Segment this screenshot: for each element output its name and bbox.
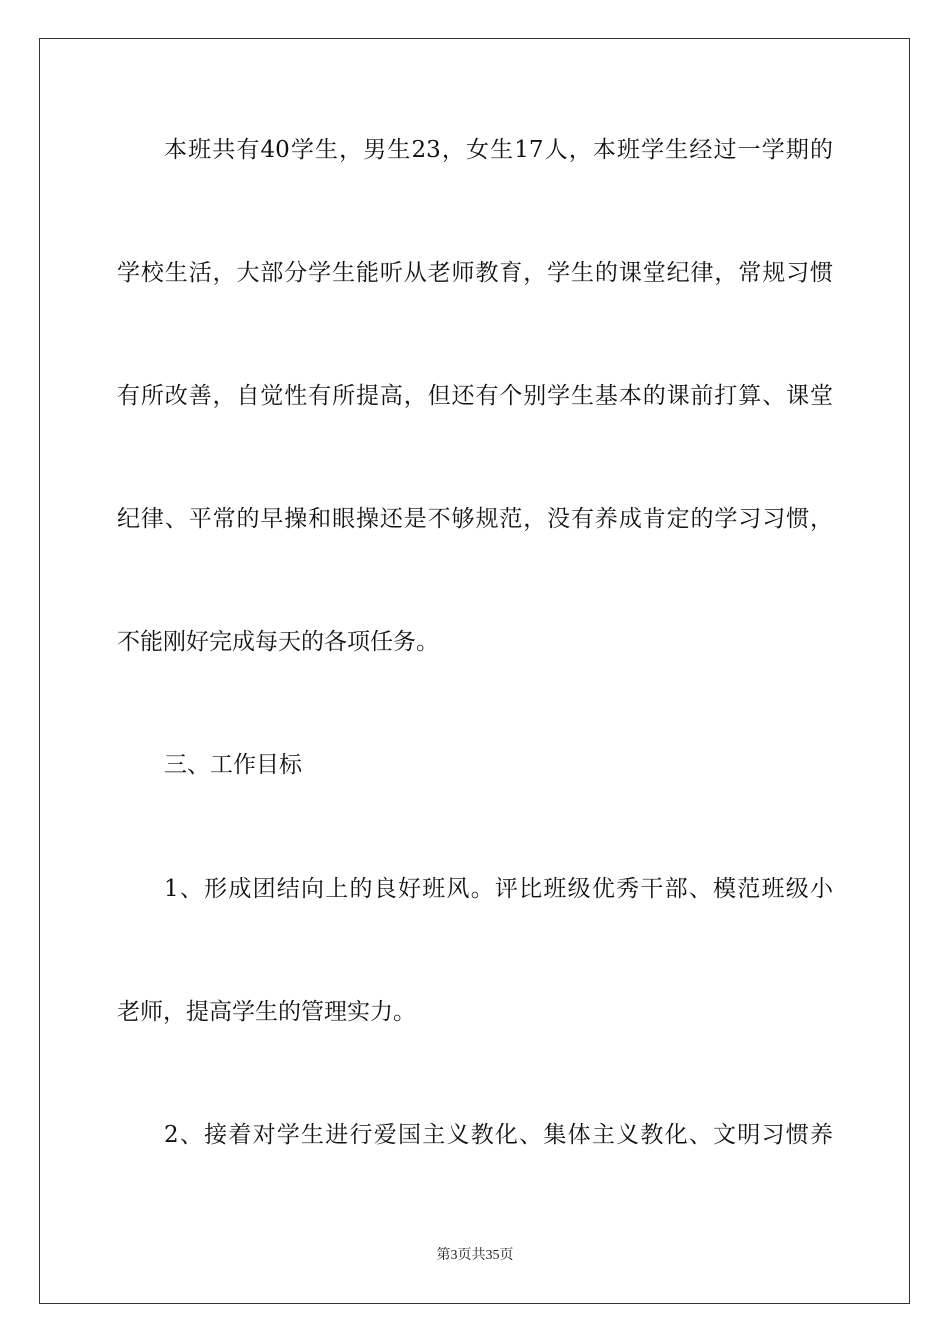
paragraph-line: 不能刚好完成每天的各项任务。 — [117, 629, 439, 655]
paragraph-line: 本班共有40学生，男生23，女生17人，本班学生经过一学期的 — [164, 137, 833, 163]
page-total: 共35页 — [471, 1248, 514, 1263]
paragraph-line: 有所改善，自觉性有所提高，但还有个别学生基本的课前打算、课堂 — [117, 383, 833, 409]
paragraph-line: 1、形成团结向上的良好班风。评比班级优秀干部、模范班级小 — [164, 876, 833, 902]
section-heading: 三、工作目标 — [164, 752, 302, 778]
page-number: 第3页 — [436, 1248, 472, 1263]
page-frame — [39, 38, 910, 1304]
page-footer — [0, 1247, 950, 1265]
paragraph-line: 学校生活，大部分学生能听从老师教育，学生的课堂纪律，常规习惯 — [117, 260, 833, 286]
paragraph-line: 2、接着对学生进行爱国主义教化、集体主义教化、文明习惯养 — [164, 1122, 833, 1148]
paragraph-line: 老师，提高学生的管理实力。 — [117, 999, 416, 1025]
paragraph-line: 纪律、平常的早操和眼操还是不够规范，没有养成肯定的学习习惯， — [117, 506, 833, 532]
